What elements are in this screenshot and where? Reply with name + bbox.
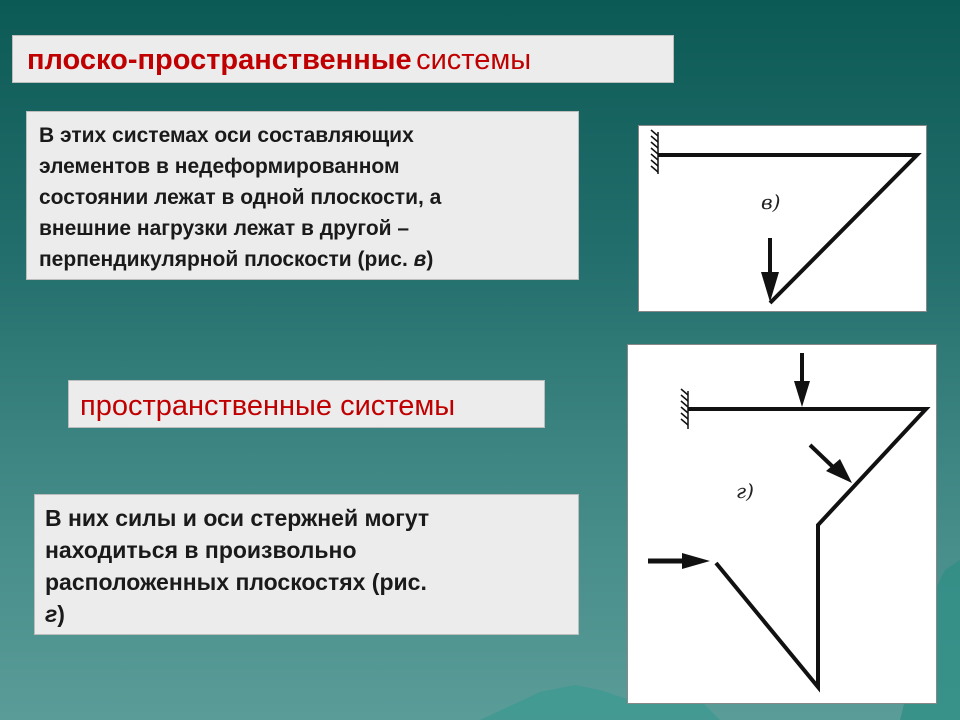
figure-ref: в xyxy=(413,248,427,271)
text-fragment: ) xyxy=(426,248,434,271)
fixed-support xyxy=(681,389,688,429)
heading-planar-spatial-systems xyxy=(12,35,674,83)
figure-v xyxy=(638,125,927,312)
text-fragment: перпендикулярной плоскости (рис. xyxy=(39,248,414,271)
frame-bar xyxy=(688,409,926,687)
heading-bold-part: плоско-пространственные xyxy=(27,44,412,76)
figure-ref: г xyxy=(45,601,58,627)
heading-regular-part: системы xyxy=(416,44,532,76)
text-line: внешние нагрузки лежат в другой – xyxy=(39,217,410,240)
figure-v-label: в) xyxy=(761,190,781,214)
figure-g xyxy=(627,344,937,704)
fixed-support xyxy=(651,130,658,174)
figure-v-diagram xyxy=(639,126,928,313)
text-line: В этих системах оси составляющих xyxy=(39,124,414,147)
figure-g-label: г) xyxy=(736,479,754,503)
frame-bar xyxy=(658,155,917,303)
paragraph-spatial-systems xyxy=(34,494,579,635)
load-arrow-diagonal xyxy=(810,445,852,483)
text-fragment: ) xyxy=(57,601,65,627)
paragraph-planar-systems xyxy=(26,111,579,280)
text-line xyxy=(39,244,568,275)
text-line: состоянии лежат в одной плоскости, а xyxy=(39,186,442,209)
figure-g-diagram xyxy=(628,345,938,705)
text-line: находиться в произвольно xyxy=(45,537,357,563)
load-arrow xyxy=(761,238,779,302)
text-line xyxy=(45,598,568,630)
heading-spatial-systems: пространственные системы xyxy=(68,380,545,428)
text-line: В них силы и оси стержней могут xyxy=(45,505,430,531)
load-arrow-horizontal xyxy=(648,553,710,569)
load-arrow-vertical xyxy=(794,353,810,407)
text-line: элементов в недеформированном xyxy=(39,155,400,178)
text-line: расположенных плоскостях (рис. xyxy=(45,569,427,595)
